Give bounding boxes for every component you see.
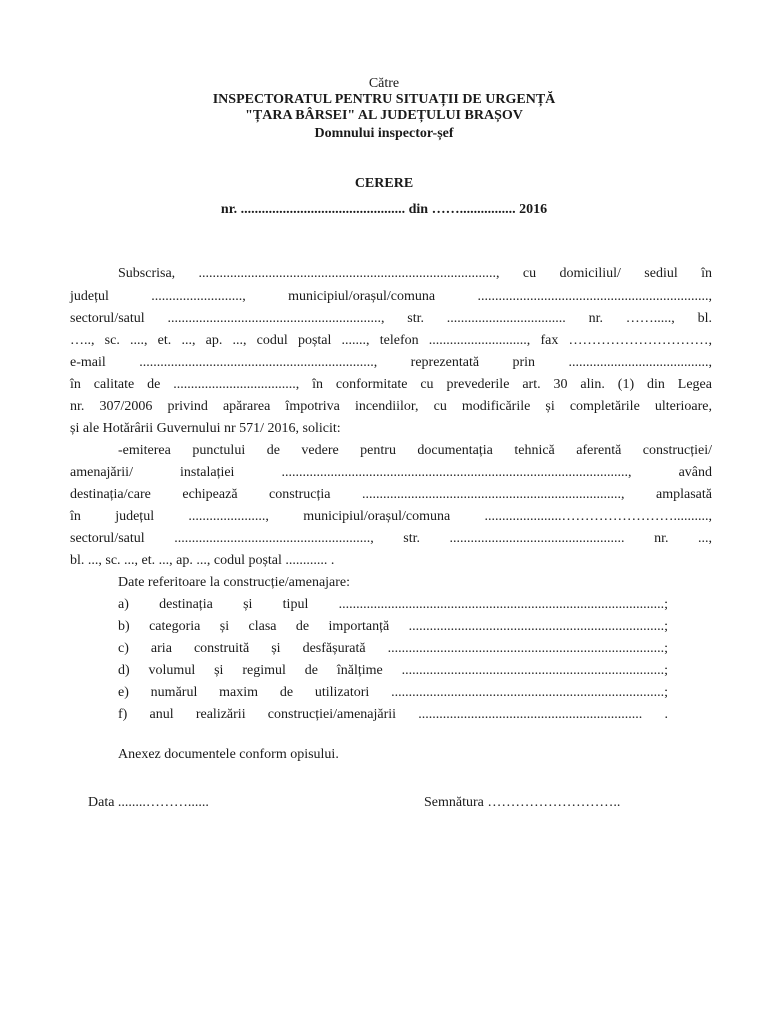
body-line-3: sectorul/satul ............................................................., str. .................................. nr. ……....., bl.	[70, 311, 712, 326]
list-item-d: d) volumul și regimul de înălțime ...........................................................................;	[118, 663, 668, 678]
document-title: CERERE	[354, 176, 414, 191]
body-line-6: în calitate de ..................................., în conformitate cu prevederile art. 30 alin. (1) din Legea	[70, 377, 712, 392]
date-field: Data ........………......	[88, 795, 209, 810]
body-line-10: amenajării/ instalației ..................................................................................................., având	[70, 465, 712, 480]
body-line-9: -emiterea punctului de vedere pentru documentația tehnică aferentă construcției/	[118, 443, 712, 458]
body-line-14: bl. ..., sc. ..., et. ..., ap. ..., codul poștal ............ .	[70, 553, 335, 568]
catre-label: Către	[368, 76, 400, 91]
body-line-4: ….., sc. ...., et. ..., ap. ..., codul poștal ......., telefon ............................, fax …………………………,	[70, 333, 712, 348]
body-line-8: și ale Hotărârii Guvernului nr 571/ 2016, solicit:	[70, 421, 341, 436]
signature-field: Semnătura ………………………..	[424, 795, 621, 810]
body-line-12: în județul ......................, municipiul/orașul/comuna ......................……………………..........,	[70, 509, 712, 524]
addressee: Domnului inspector-șef	[314, 126, 454, 141]
body-line-7: nr. 307/2006 privind apărarea împotriva incendiilor, cu modificările și completările ulterioare,	[70, 399, 712, 414]
list-item-f: f) anul realizării construcției/amenajării ................................................................ .	[118, 707, 668, 722]
list-item-c: c) aria construită și desfășurată ...............................................................................;	[118, 641, 668, 656]
number-line: nr. ............................................... din ……................ 2016	[220, 202, 548, 217]
institution-line-1: INSPECTORATUL PENTRU SITUAȚII DE URGENȚĂ	[212, 92, 556, 107]
list-item-e: e) numărul maxim de utilizatori ..............................................................................;	[118, 685, 668, 700]
annex-statement: Anexez documentele conform opisului.	[118, 747, 339, 762]
body-line-5: e-mail ..................................................................., reprezentată prin ........................................,	[70, 355, 712, 370]
body-line-13: sectorul/satul ........................................................, str. .................................................. nr. ...,	[70, 531, 712, 546]
list-item-a: a) destinația și tipul .............................................................................................;	[118, 597, 668, 612]
body-line-1: Subscrisa, ....................................................................................., cu domiciliul/ sediul în	[118, 266, 712, 281]
construction-data-heading: Date referitoare la construcție/amenajare:	[118, 575, 351, 590]
body-line-11: destinația/care echipează construcția .........................................................................., amplasată	[70, 487, 712, 502]
body-line-2: județul .........................., municipiul/orașul/comuna ..................................................................,	[70, 289, 712, 304]
list-item-b: b) categoria și clasa de importanță .........................................................................;	[118, 619, 668, 634]
institution-line-2: "ȚARA BÂRSEI" AL JUDEȚULUI BRAȘOV	[245, 108, 523, 123]
